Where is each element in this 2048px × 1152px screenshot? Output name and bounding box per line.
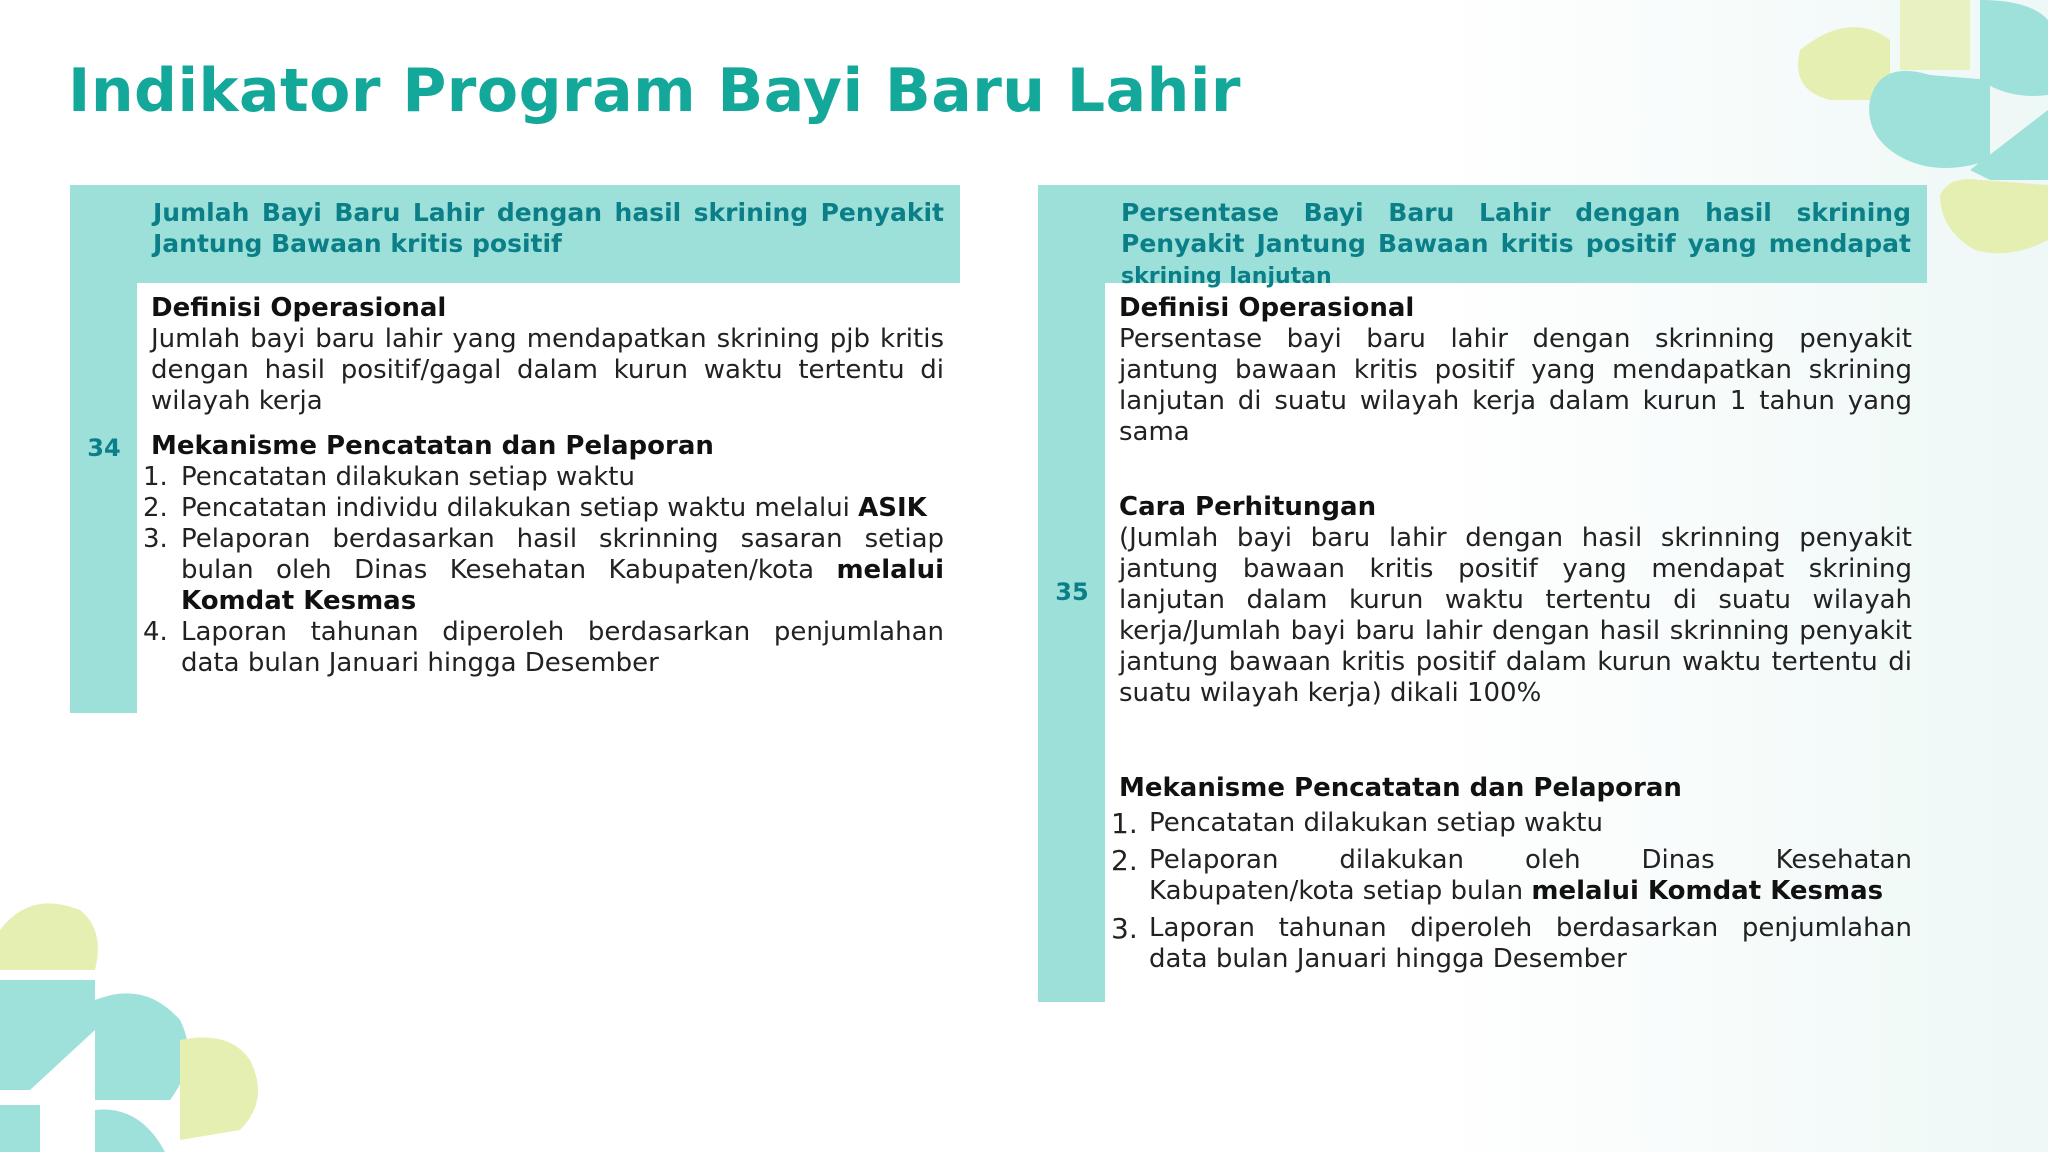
page-title: Indikator Program Bayi Baru Lahir xyxy=(68,56,1241,126)
list-text-emphasis: ASIK xyxy=(858,493,927,523)
mechanism-list xyxy=(1111,808,1912,975)
indicator-header-34 xyxy=(137,185,960,283)
list-number: 1. xyxy=(1111,807,1138,840)
list-text: Pelaporan dilakukan oleh Dinas Kesehatan Kabupaten/kota setiap bulan xyxy=(1149,845,1912,906)
list-text: Pencatatan individu dilakukan setiap waktu melalui xyxy=(181,493,859,523)
list-item xyxy=(143,493,944,524)
list-item xyxy=(1111,808,1912,839)
calculation-heading: Cara Perhitungan xyxy=(1119,492,1377,522)
list-number: 4. xyxy=(143,617,168,647)
indicator-header-34-text: Jumlah Bayi Baru Lahir dengan hasil skrining Penyakit Jantung Bawaan kritis positif xyxy=(153,198,944,258)
indicator-header-35-text: Persentase Bayi Baru Lahir dengan hasil skrining Penyakit Jantung Bawaan kritis positif yang mendapat xyxy=(1121,198,1911,258)
list-item xyxy=(1111,845,1912,907)
list-item xyxy=(1111,913,1912,975)
calculation-text: (Jumlah bayi baru lahir dengan hasil skrinning penyakit jantung bawaan kritis positif yang mendapat skrining lanjutan dalam kurun waktu tertentu di suatu wilayah kerja/Jumlah bayi baru lahir dengan hasil skrinning penyakit jantung bawaan kritis positif dalam kurun waktu tertentu di suatu wilayah kerja) dikali 100% xyxy=(1119,523,1912,708)
list-number: 2. xyxy=(143,493,168,523)
indicator-body-34 xyxy=(143,293,944,679)
list-item xyxy=(143,462,944,493)
definition-text: Persentase bayi baru lahir dengan skrinning penyakit jantung bawaan kritis positif yang mendapatkan skrining lanjutan di suatu wilayah kerja dalam kurun 1 tahun yang sama xyxy=(1119,324,1912,447)
list-number: 3. xyxy=(1111,912,1138,945)
decorative-shapes-bottom-left xyxy=(0,890,270,1152)
list-text: Pencatatan dilakukan setiap waktu xyxy=(181,462,635,492)
indicator-number-34: 34 xyxy=(87,434,121,462)
list-text: Pelaporan berdasarkan hasil skrinning sasaran setiap bulan oleh Dinas Kesehatan Kabupaten/kota xyxy=(181,524,944,585)
definition-heading: Definisi Operasional xyxy=(151,293,447,323)
list-text: Laporan tahunan diperoleh berdasarkan penjumlahan data bulan Januari hingga Desember xyxy=(1149,913,1912,974)
indicator-header-35 xyxy=(1105,185,1927,289)
list-number: 1. xyxy=(143,462,168,492)
list-number: 3. xyxy=(143,524,168,554)
list-number: 2. xyxy=(1111,844,1138,877)
mechanism-heading: Mekanisme Pencatatan dan Pelaporan xyxy=(1119,773,1682,803)
list-text: Pencatatan dilakukan setiap waktu xyxy=(1149,808,1603,838)
indicator-body-35 xyxy=(1111,293,1912,975)
indicator-header-35-tail: skrining lanjutan xyxy=(1121,264,1332,289)
list-item xyxy=(143,524,944,617)
mechanism-list xyxy=(143,462,944,679)
mechanism-heading: Mekanisme Pencatatan dan Pelaporan xyxy=(151,431,714,461)
definition-text: Jumlah bayi baru lahir yang mendapatkan skrining pjb kritis dengan hasil positif/gagal dalam kurun waktu tertentu di wilayah kerja xyxy=(151,324,944,416)
indicator-number-35: 35 xyxy=(1055,578,1089,606)
list-text-emphasis: melalui Komdat Kesmas xyxy=(181,555,944,616)
list-item xyxy=(143,617,944,679)
list-text-emphasis: melalui Komdat Kesmas xyxy=(1531,876,1884,906)
definition-heading: Definisi Operasional xyxy=(1119,293,1415,323)
list-text: Laporan tahunan diperoleh berdasarkan penjumlahan data bulan Januari hingga Desember xyxy=(181,617,944,678)
